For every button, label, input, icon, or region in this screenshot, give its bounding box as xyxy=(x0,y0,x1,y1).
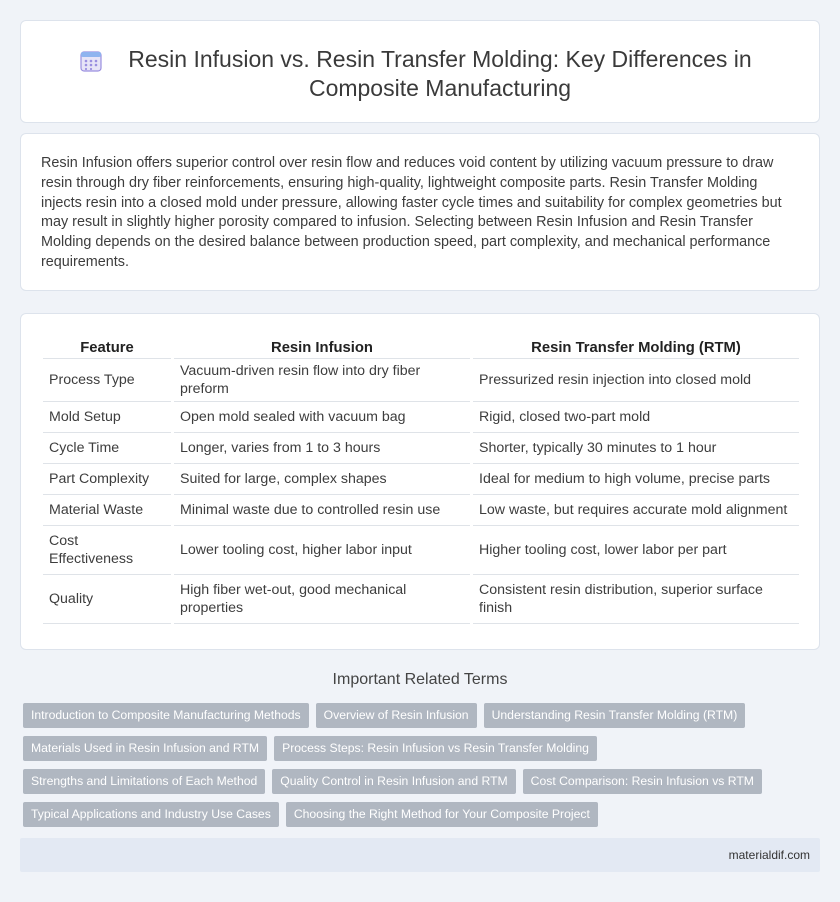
feature-cell: Process Type xyxy=(43,359,171,402)
rtm-cell: Ideal for medium to high volume, precise parts xyxy=(473,464,799,495)
related-term-tag[interactable]: Strengths and Limitations of Each Method xyxy=(23,769,265,794)
table-row xyxy=(43,526,799,575)
tag-row xyxy=(23,769,823,794)
related-term-tag[interactable]: Introduction to Composite Manufacturing Methods xyxy=(23,703,309,728)
related-term-tag[interactable]: Overview of Resin Infusion xyxy=(316,703,477,728)
resin-infusion-cell: Suited for large, complex shapes xyxy=(174,464,470,495)
feature-cell: Material Waste xyxy=(43,495,171,526)
resin-infusion-cell: Longer, varies from 1 to 3 hours xyxy=(174,433,470,464)
tag-row xyxy=(23,703,823,728)
rtm-cell: Shorter, typically 30 minutes to 1 hour xyxy=(473,433,799,464)
related-term-tag[interactable]: Materials Used in Resin Infusion and RTM xyxy=(23,736,267,761)
title-card xyxy=(20,20,820,123)
feature-cell: Cycle Time xyxy=(43,433,171,464)
related-terms-title: Important Related Terms xyxy=(332,671,508,688)
comparison-card xyxy=(20,313,820,650)
comparison-table xyxy=(43,334,799,624)
table-row xyxy=(43,575,799,624)
footer xyxy=(20,838,820,872)
rtm-cell: Pressurized resin injection into closed mold xyxy=(473,359,799,402)
header-rtm: Resin Transfer Molding (RTM) xyxy=(473,334,799,359)
header-feature: Feature xyxy=(43,334,171,359)
related-term-tag[interactable]: Quality Control in Resin Infusion and RTM xyxy=(272,769,515,794)
feature-cell: Cost Effectiveness xyxy=(43,526,171,575)
calendar-icon xyxy=(79,49,103,73)
table-row xyxy=(43,464,799,495)
related-term-tag[interactable]: Choosing the Right Method for Your Composite Project xyxy=(286,802,598,827)
resin-infusion-cell: Lower tooling cost, higher labor input xyxy=(174,526,470,575)
table-row xyxy=(43,433,799,464)
page-title: Resin Infusion vs. Resin Transfer Molding: Key Differences in Composite Manufacturing xyxy=(128,46,752,101)
rtm-cell: Rigid, closed two-part mold xyxy=(473,402,799,433)
resin-infusion-cell: Vacuum-driven resin flow into dry fiber preform xyxy=(174,359,470,402)
table-row xyxy=(43,402,799,433)
feature-cell: Quality xyxy=(43,575,171,624)
header-resin-infusion: Resin Infusion xyxy=(174,334,470,359)
related-term-tag[interactable]: Process Steps: Resin Infusion vs Resin Transfer Molding xyxy=(274,736,597,761)
resin-infusion-cell: High fiber wet-out, good mechanical properties xyxy=(174,575,470,624)
table-row xyxy=(43,359,799,402)
intro-paragraph: Resin Infusion offers superior control over resin flow and reduces void content by utilizing vacuum pressure to draw resin through dry fiber reinforcements, ensuring high-quality, lightweight composite parts. Resin Transfer Molding injects resin into a closed mold under pressure, allowing faster cycle times and suitability for complex geometries but may result in slightly higher porosity compared to infusion. Selecting between Resin Infusion and Resin Transfer Molding depends on the desired balance between production speed, part complexity, and mechanical performance requirements. xyxy=(41,155,782,270)
feature-cell: Mold Setup xyxy=(43,402,171,433)
rtm-cell: Higher tooling cost, lower labor per part xyxy=(473,526,799,575)
related-term-tag[interactable]: Cost Comparison: Resin Infusion vs RTM xyxy=(523,769,762,794)
site-credit[interactable]: materialdif.com xyxy=(728,848,810,862)
rtm-cell: Low waste, but requires accurate mold alignment xyxy=(473,495,799,526)
tag-row xyxy=(23,736,823,761)
resin-infusion-cell: Minimal waste due to controlled resin use xyxy=(174,495,470,526)
table-row xyxy=(43,495,799,526)
tag-row xyxy=(23,802,823,827)
intro-card xyxy=(20,133,820,291)
title-wrap xyxy=(21,45,819,103)
related-term-tag[interactable]: Understanding Resin Transfer Molding (RTM) xyxy=(484,703,746,728)
resin-infusion-cell: Open mold sealed with vacuum bag xyxy=(174,402,470,433)
related-term-tag[interactable]: Typical Applications and Industry Use Cases xyxy=(23,802,279,827)
rtm-cell: Consistent resin distribution, superior surface finish xyxy=(473,575,799,624)
table-header-row xyxy=(43,334,799,359)
feature-cell: Part Complexity xyxy=(43,464,171,495)
related-terms-list xyxy=(23,703,823,835)
